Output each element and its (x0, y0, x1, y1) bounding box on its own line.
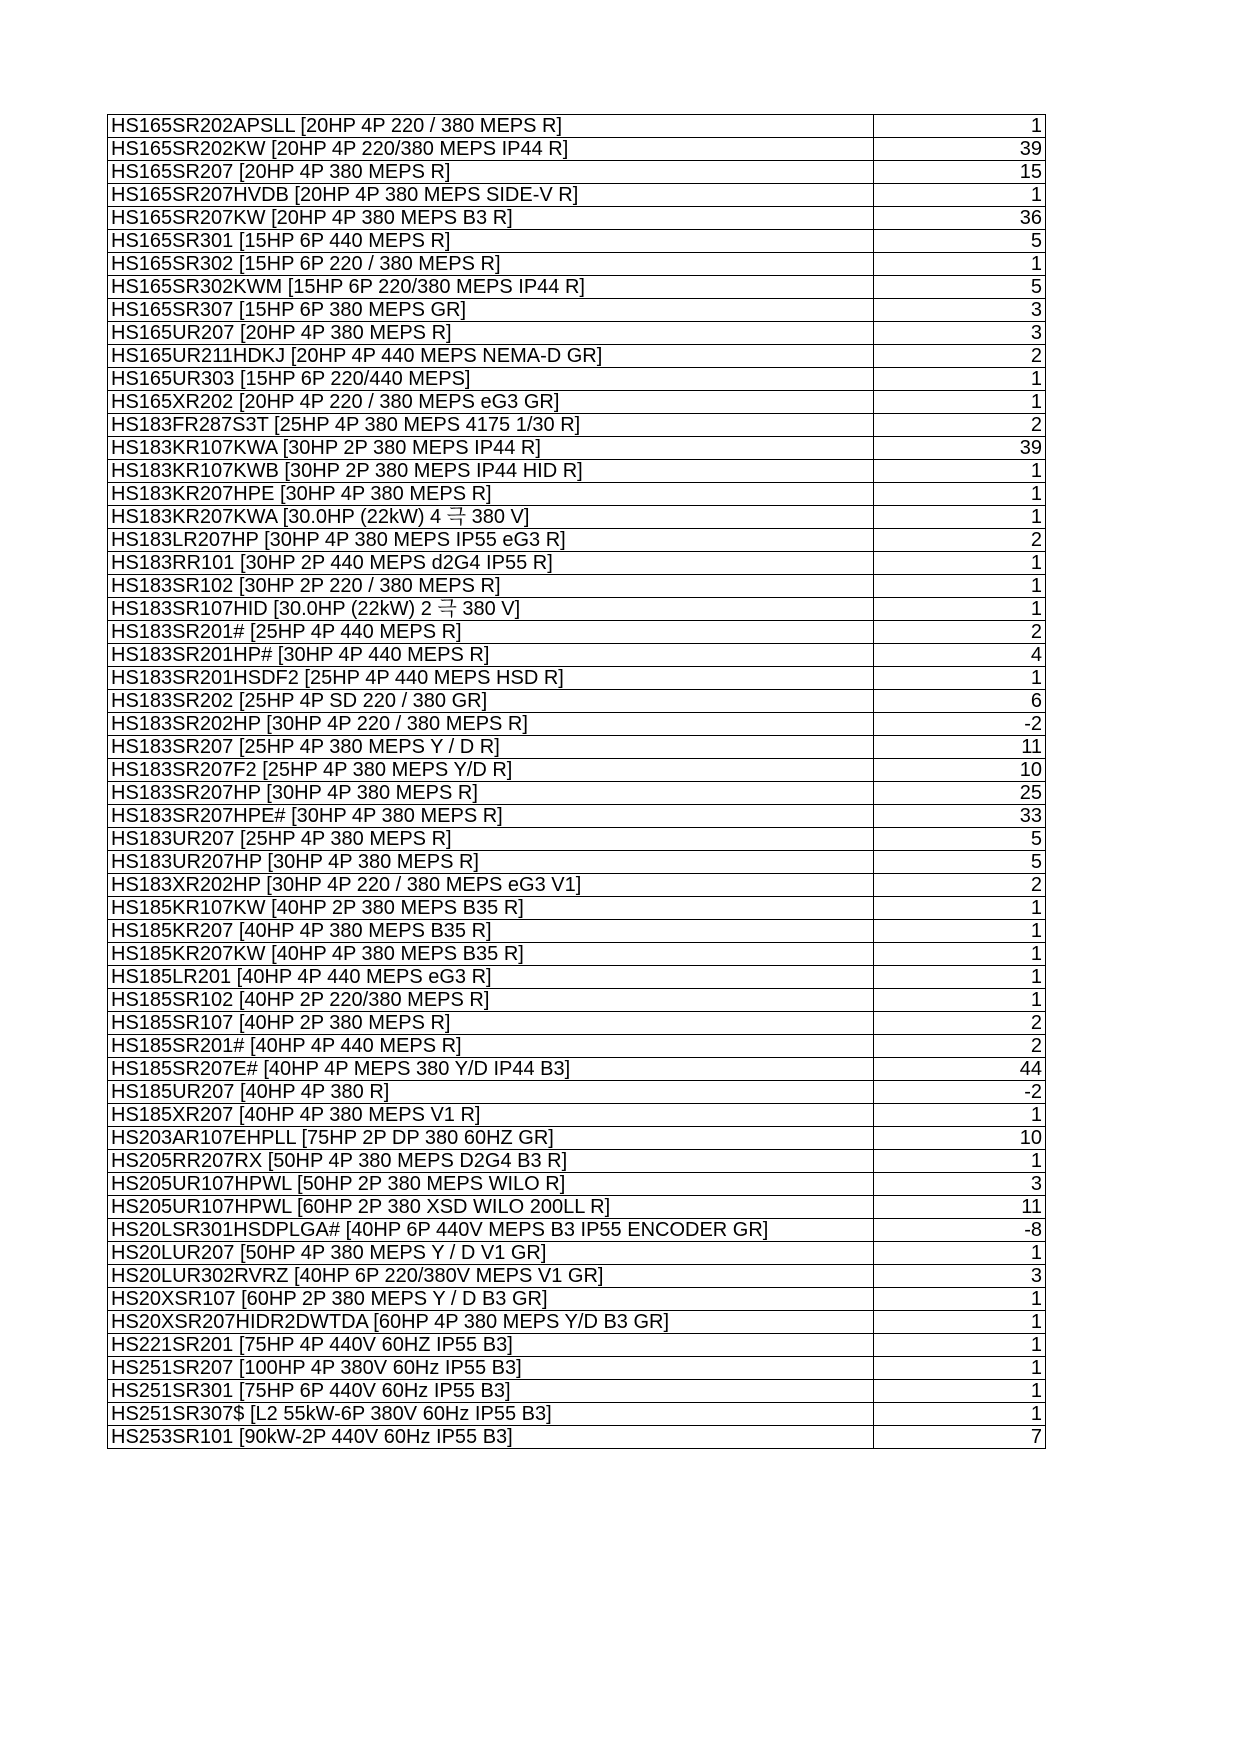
model-cell: HS165SR301 [15HP 6P 440 MEPS R] (108, 230, 874, 253)
model-cell: HS183LR207HP [30HP 4P 380 MEPS IP55 eG3 R] (108, 529, 874, 552)
quantity-cell: 1 (874, 184, 1046, 207)
table-row (108, 874, 1046, 897)
table-row (108, 782, 1046, 805)
table-row (108, 1380, 1046, 1403)
table-row (108, 345, 1046, 368)
table-row (108, 897, 1046, 920)
table-row (108, 483, 1046, 506)
table-row (108, 299, 1046, 322)
table-row (108, 575, 1046, 598)
quantity-cell: 11 (874, 736, 1046, 759)
quantity-cell: 33 (874, 805, 1046, 828)
quantity-cell: 1 (874, 920, 1046, 943)
model-cell: HS183SR202 [25HP 4P SD 220 / 380 GR] (108, 690, 874, 713)
table-row (108, 1035, 1046, 1058)
table-row (108, 1058, 1046, 1081)
quantity-cell: -8 (874, 1219, 1046, 1242)
quantity-cell: 39 (874, 138, 1046, 161)
quantity-cell: 1 (874, 1104, 1046, 1127)
model-cell: HS165SR302KWM [15HP 6P 220/380 MEPS IP44 R] (108, 276, 874, 299)
table-row (108, 207, 1046, 230)
model-cell: HS165SR307 [15HP 6P 380 MEPS GR] (108, 299, 874, 322)
table-row (108, 621, 1046, 644)
table-row (108, 552, 1046, 575)
table-row (108, 1104, 1046, 1127)
model-cell: HS185KR107KW [40HP 2P 380 MEPS B35 R] (108, 897, 874, 920)
model-cell: HS20XSR107 [60HP 2P 380 MEPS Y / D B3 GR] (108, 1288, 874, 1311)
model-cell: HS185KR207 [40HP 4P 380 MEPS B35 R] (108, 920, 874, 943)
model-cell: HS183XR202HP [30HP 4P 220 / 380 MEPS eG3 V1] (108, 874, 874, 897)
quantity-cell: 3 (874, 1173, 1046, 1196)
quantity-cell: 1 (874, 483, 1046, 506)
model-cell: HS183SR207 [25HP 4P 380 MEPS Y / D R] (108, 736, 874, 759)
quantity-cell: 3 (874, 299, 1046, 322)
quantity-cell: 1 (874, 598, 1046, 621)
quantity-cell: 10 (874, 759, 1046, 782)
model-cell: HS185KR207KW [40HP 4P 380 MEPS B35 R] (108, 943, 874, 966)
quantity-cell: 1 (874, 1311, 1046, 1334)
model-cell: HS165SR302 [15HP 6P 220 / 380 MEPS R] (108, 253, 874, 276)
quantity-cell: 7 (874, 1426, 1046, 1449)
quantity-cell: 2 (874, 529, 1046, 552)
table-row (108, 598, 1046, 621)
model-cell: HS185SR102 [40HP 2P 220/380 MEPS R] (108, 989, 874, 1012)
quantity-cell: 2 (874, 621, 1046, 644)
model-cell: HS183SR202HP [30HP 4P 220 / 380 MEPS R] (108, 713, 874, 736)
table-row (108, 1403, 1046, 1426)
table-row (108, 851, 1046, 874)
table-row (108, 230, 1046, 253)
quantity-cell: 1 (874, 989, 1046, 1012)
quantity-cell: 15 (874, 161, 1046, 184)
table-row (108, 989, 1046, 1012)
model-cell: HS251SR301 [75HP 6P 440V 60Hz IP55 B3] (108, 1380, 874, 1403)
model-cell: HS251SR207 [100HP 4P 380V 60Hz IP55 B3] (108, 1357, 874, 1380)
table-row (108, 1196, 1046, 1219)
table-row (108, 1081, 1046, 1104)
model-cell: HS183SR201# [25HP 4P 440 MEPS R] (108, 621, 874, 644)
model-cell: HS20LUR207 [50HP 4P 380 MEPS Y / D V1 GR] (108, 1242, 874, 1265)
quantity-cell: 1 (874, 966, 1046, 989)
inventory-table-body (108, 115, 1046, 1449)
model-cell: HS183FR287S3T [25HP 4P 380 MEPS 4175 1/30 R] (108, 414, 874, 437)
quantity-cell: 1 (874, 575, 1046, 598)
quantity-cell: 6 (874, 690, 1046, 713)
quantity-cell: 25 (874, 782, 1046, 805)
quantity-cell: 2 (874, 874, 1046, 897)
table-row (108, 460, 1046, 483)
quantity-cell: 2 (874, 345, 1046, 368)
table-row (108, 805, 1046, 828)
table-row (108, 322, 1046, 345)
table-row (108, 1357, 1046, 1380)
quantity-cell: 1 (874, 1403, 1046, 1426)
table-row (108, 759, 1046, 782)
quantity-cell: 1 (874, 460, 1046, 483)
table-row (108, 184, 1046, 207)
quantity-cell: 1 (874, 667, 1046, 690)
model-cell: HS205UR107HPWL [50HP 2P 380 MEPS WILO R] (108, 1173, 874, 1196)
model-cell: HS203AR107EHPLL [75HP 2P DP 380 60HZ GR] (108, 1127, 874, 1150)
table-row (108, 644, 1046, 667)
table-row (108, 966, 1046, 989)
quantity-cell: -2 (874, 713, 1046, 736)
model-cell: HS251SR307$ [L2 55kW-6P 380V 60Hz IP55 B3] (108, 1403, 874, 1426)
quantity-cell: 39 (874, 437, 1046, 460)
quantity-cell: 2 (874, 1012, 1046, 1035)
model-cell: HS165UR303 [15HP 6P 220/440 MEPS] (108, 368, 874, 391)
model-cell: HS205UR107HPWL [60HP 2P 380 XSD WILO 200LL R] (108, 1196, 874, 1219)
quantity-cell: 5 (874, 230, 1046, 253)
model-cell: HS183SR107HID [30.0HP (22kW) 2 극 380 V] (108, 598, 874, 621)
model-cell: HS185UR207 [40HP 4P 380 R] (108, 1081, 874, 1104)
model-cell: HS165XR202 [20HP 4P 220 / 380 MEPS eG3 GR] (108, 391, 874, 414)
quantity-cell: 1 (874, 391, 1046, 414)
table-row (108, 506, 1046, 529)
quantity-cell: 5 (874, 828, 1046, 851)
table-row (108, 1127, 1046, 1150)
quantity-cell: 1 (874, 943, 1046, 966)
quantity-cell: 3 (874, 322, 1046, 345)
model-cell: HS183UR207 [25HP 4P 380 MEPS R] (108, 828, 874, 851)
table-row (108, 713, 1046, 736)
table-row (108, 391, 1046, 414)
model-cell: HS183KR107KWA [30HP 2P 380 MEPS IP44 R] (108, 437, 874, 460)
quantity-cell: 4 (874, 644, 1046, 667)
model-cell: HS165SR207KW [20HP 4P 380 MEPS B3 R] (108, 207, 874, 230)
table-row (108, 1288, 1046, 1311)
table-row (108, 1150, 1046, 1173)
table-row (108, 1311, 1046, 1334)
model-cell: HS165UR211HDKJ [20HP 4P 440 MEPS NEMA-D GR] (108, 345, 874, 368)
model-cell: HS185SR201# [40HP 4P 440 MEPS R] (108, 1035, 874, 1058)
model-cell: HS183SR201HSDF2 [25HP 4P 440 MEPS HSD R] (108, 667, 874, 690)
table-row (108, 529, 1046, 552)
model-cell: HS185LR201 [40HP 4P 440 MEPS eG3 R] (108, 966, 874, 989)
quantity-cell: 5 (874, 276, 1046, 299)
model-cell: HS183SR207F2 [25HP 4P 380 MEPS Y/D R] (108, 759, 874, 782)
model-cell: HS183SR201HP# [30HP 4P 440 MEPS R] (108, 644, 874, 667)
table-row (108, 414, 1046, 437)
quantity-cell: 36 (874, 207, 1046, 230)
table-row (108, 1334, 1046, 1357)
quantity-cell: 1 (874, 506, 1046, 529)
table-row (108, 138, 1046, 161)
model-cell: HS253SR101 [90kW-2P 440V 60Hz IP55 B3] (108, 1426, 874, 1449)
model-cell: HS185SR207E# [40HP 4P MEPS 380 Y/D IP44 B3] (108, 1058, 874, 1081)
quantity-cell: 1 (874, 115, 1046, 138)
table-row (108, 667, 1046, 690)
table-row (108, 1265, 1046, 1288)
quantity-cell: 1 (874, 253, 1046, 276)
model-cell: HS205RR207RX [50HP 4P 380 MEPS D2G4 B3 R] (108, 1150, 874, 1173)
quantity-cell: -2 (874, 1081, 1046, 1104)
model-cell: HS20LSR301HSDPLGA# [40HP 6P 440V MEPS B3 IP55 ENCODER GR] (108, 1219, 874, 1242)
quantity-cell: 2 (874, 1035, 1046, 1058)
model-cell: HS183KR107KWB [30HP 2P 380 MEPS IP44 HID R] (108, 460, 874, 483)
table-row (108, 920, 1046, 943)
quantity-cell: 1 (874, 897, 1046, 920)
model-cell: HS165UR207 [20HP 4P 380 MEPS R] (108, 322, 874, 345)
table-row (108, 437, 1046, 460)
quantity-cell: 1 (874, 1380, 1046, 1403)
model-cell: HS20XSR207HIDR2DWTDA [60HP 4P 380 MEPS Y/D B3 GR] (108, 1311, 874, 1334)
quantity-cell: 10 (874, 1127, 1046, 1150)
table-row (108, 276, 1046, 299)
model-cell: HS183UR207HP [30HP 4P 380 MEPS R] (108, 851, 874, 874)
table-row (108, 253, 1046, 276)
model-cell: HS165SR207 [20HP 4P 380 MEPS R] (108, 161, 874, 184)
quantity-cell: 1 (874, 1242, 1046, 1265)
model-cell: HS183SR207HP [30HP 4P 380 MEPS R] (108, 782, 874, 805)
model-cell: HS165SR202KW [20HP 4P 220/380 MEPS IP44 R] (108, 138, 874, 161)
table-row (108, 690, 1046, 713)
model-cell: HS165SR207HVDB [20HP 4P 380 MEPS SIDE-V R] (108, 184, 874, 207)
table-row (108, 1219, 1046, 1242)
table-row (108, 828, 1046, 851)
model-cell: HS183KR207KWA [30.0HP (22kW) 4 극 380 V] (108, 506, 874, 529)
table-row (108, 943, 1046, 966)
model-cell: HS185XR207 [40HP 4P 380 MEPS V1 R] (108, 1104, 874, 1127)
table-row (108, 1173, 1046, 1196)
quantity-cell: 1 (874, 1334, 1046, 1357)
quantity-cell: 5 (874, 851, 1046, 874)
model-cell: HS183SR102 [30HP 2P 220 / 380 MEPS R] (108, 575, 874, 598)
model-cell: HS20LUR302RVRZ [40HP 6P 220/380V MEPS V1 GR] (108, 1265, 874, 1288)
table-row (108, 1012, 1046, 1035)
quantity-cell: 1 (874, 1150, 1046, 1173)
table-row (108, 1426, 1046, 1449)
quantity-cell: 44 (874, 1058, 1046, 1081)
quantity-cell: 2 (874, 414, 1046, 437)
table-row (108, 736, 1046, 759)
quantity-cell: 11 (874, 1196, 1046, 1219)
quantity-cell: 1 (874, 368, 1046, 391)
model-cell: HS165SR202APSLL [20HP 4P 220 / 380 MEPS R] (108, 115, 874, 138)
inventory-table (107, 114, 1046, 1449)
quantity-cell: 3 (874, 1265, 1046, 1288)
model-cell: HS183SR207HPE# [30HP 4P 380 MEPS R] (108, 805, 874, 828)
model-cell: HS183RR101 [30HP 2P 440 MEPS d2G4 IP55 R] (108, 552, 874, 575)
table-row (108, 1242, 1046, 1265)
quantity-cell: 1 (874, 1288, 1046, 1311)
table-row (108, 115, 1046, 138)
table-row (108, 368, 1046, 391)
quantity-cell: 1 (874, 552, 1046, 575)
model-cell: HS221SR201 [75HP 4P 440V 60HZ IP55 B3] (108, 1334, 874, 1357)
model-cell: HS183KR207HPE [30HP 4P 380 MEPS R] (108, 483, 874, 506)
quantity-cell: 1 (874, 1357, 1046, 1380)
table-row (108, 161, 1046, 184)
model-cell: HS185SR107 [40HP 2P 380 MEPS R] (108, 1012, 874, 1035)
